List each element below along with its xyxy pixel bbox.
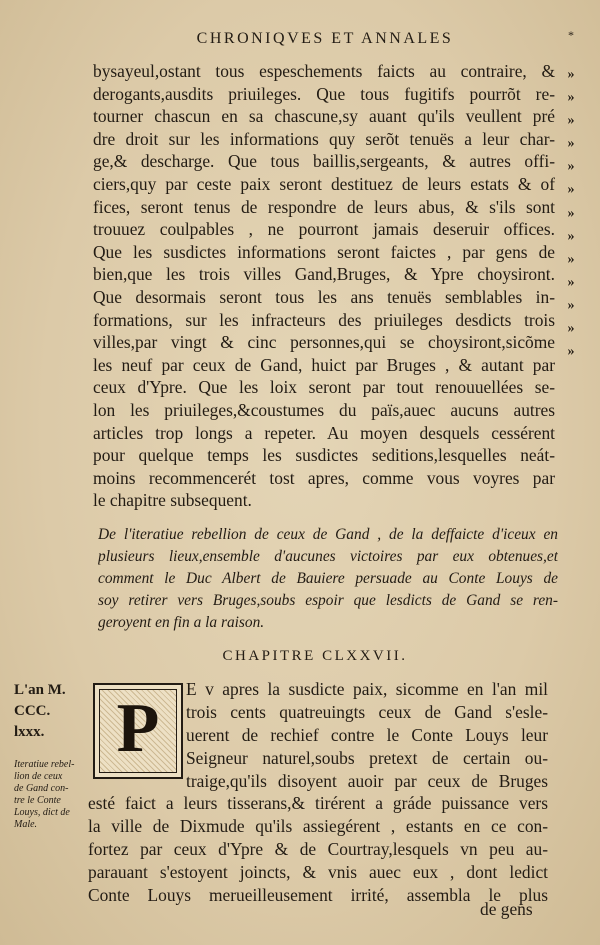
note-line: lion de ceux — [14, 771, 63, 782]
chapter-heading: CHAPITRE CLXXVII. — [222, 648, 408, 664]
text-line: Seigneur naturel,soubs pretext de certain ou- — [186, 747, 548, 768]
quotation-marks-column — [556, 63, 586, 363]
text-line: ge,& descharge. Que tous baillis,sergeants, & autres offi- — [93, 151, 555, 172]
quote-mark: » — [567, 136, 575, 152]
text-line: ciers,quy par ceste paix seront destituez de leurs estats & of — [93, 173, 555, 194]
quote-mark: » — [567, 90, 575, 106]
text-line: dre droit sur les informations quy serõt tenuës a leur char- — [93, 128, 555, 149]
text-line: parauant s'estoyent joincts, & vnis auec eux , dont ledict — [88, 861, 548, 882]
summary-line: De l'iteratiue rebellion de ceux de Gand , de la deffaicte d'iceux en — [98, 526, 558, 543]
text-line: esté faict a leurs tisserans,& tirérent a gráde puissance vers — [88, 793, 548, 813]
text-line: lon les priuileges,&coustumes du païs,auec aucuns autres — [93, 399, 555, 420]
quote-mark: » — [567, 274, 575, 290]
note-line: Louys, dict de — [14, 807, 70, 818]
text-line: Que les susdictes informations seront faictes , par gens de — [93, 241, 555, 262]
quote-mark: » — [567, 251, 575, 267]
text-line: fortez par ceux d'Ypre & de Courtray,lesquels vn peu au- — [88, 838, 548, 859]
text-line: uerent de rechief contre le Conte Louys leur — [186, 724, 548, 745]
text-line: pour quelque temps les susdictes seditions,lesquelles neát- — [93, 445, 555, 466]
text-line: ceux d'Ypre. Que les loix seront par tout renouuellées se- — [93, 377, 555, 398]
text-line: les neuf par ceux de Gand, huict par Bruges , & autant par — [93, 354, 555, 375]
quote-mark: » — [567, 205, 575, 221]
body-text — [93, 60, 555, 512]
text-line: tourner chascun en sa chascune,sy auant qu'ils veullent pré — [93, 106, 555, 127]
catchword: de gens — [480, 899, 533, 919]
text-line: traige,qu'ils disoyent auoir par ceux de Bruges — [186, 770, 548, 791]
text-line: formations, sur les infracteurs des priuileges desdicts trois — [93, 309, 555, 330]
text-line: trouuez coulpables , ne pourront jamais deseruir offices. — [93, 219, 555, 240]
note-line: de Gand con- — [14, 783, 69, 794]
text-line: le chapitre subsequent. — [93, 490, 252, 511]
note-line: Iteratiue rebel- — [14, 759, 75, 770]
text-line: trois cents quatreuingts ceux de Gand s'esle- — [186, 701, 548, 722]
folio-mark: * — [568, 28, 574, 42]
quote-mark: » — [567, 182, 575, 198]
summary-line: soy retirer vers Bruges,soubs espoir que lesdicts de Gand se ren- — [98, 592, 558, 609]
text-line: moins recommencerét tost apres, comme vous voyres par — [93, 467, 555, 488]
year-line: L'an M. — [14, 682, 66, 698]
text-line: fices, seront tenus de respondre de leurs abus, & s'ils sont — [93, 196, 555, 217]
summary-line: plusieurs lieux,ensemble d'aucunes victoires par eux obtenues,et — [98, 548, 558, 565]
text-line: E v apres la susdicte paix, sicomme en l'an mil — [186, 679, 548, 699]
year-line: lxxx. — [14, 724, 45, 740]
decorated-initial — [93, 683, 183, 779]
quote-mark: » — [567, 228, 575, 244]
text-line: Conte Louys merueilleusement irrité, assembla le plus — [88, 884, 548, 905]
quote-mark: » — [567, 344, 575, 360]
quote-mark: » — [567, 113, 575, 129]
summary-line: geroyent en fin a la raison. — [98, 614, 265, 631]
quote-mark: » — [567, 67, 575, 82]
quote-mark: » — [567, 159, 575, 175]
initial-letter: P — [116, 690, 160, 767]
note-line: tre le Conte — [14, 795, 61, 806]
running-head: CHRONIQVES ET ANNALES — [196, 30, 454, 47]
quote-mark: » — [567, 297, 575, 313]
summary-line: comment le Duc Albert de Bauiere persuade au Conte Louys de — [98, 570, 558, 587]
margin-note — [14, 759, 86, 831]
chapter-text-beside-initial — [186, 678, 548, 792]
text-line: derogants,ausdits priuileges. Que tous fugitifs pourrõt re- — [93, 83, 555, 104]
text-line: Que desormais seront tous les ans tenuës semblables in- — [93, 286, 555, 307]
text-line: bien,que les trois villes Gand,Bruges, & Ypre choysiront. — [93, 264, 555, 285]
text-line: bysayeul,ostant tous espeschements faicts au contraire, & — [93, 61, 555, 81]
year-line: CCC. — [14, 703, 51, 719]
margin-year — [14, 680, 84, 743]
text-line: la ville de Dixmude qu'ils assiegérent , estants en ce con- — [88, 815, 548, 836]
text-line: villes,par vingt & cinc personnes,qui se choysiront,sicõme — [93, 332, 555, 353]
quote-mark: » — [567, 321, 575, 337]
text-line: articles trop longs a repeter. Au moyen desquels cessérent — [93, 422, 555, 443]
chapter-text — [88, 792, 548, 906]
chapter-summary — [98, 524, 558, 634]
note-line: Male. — [14, 819, 38, 830]
